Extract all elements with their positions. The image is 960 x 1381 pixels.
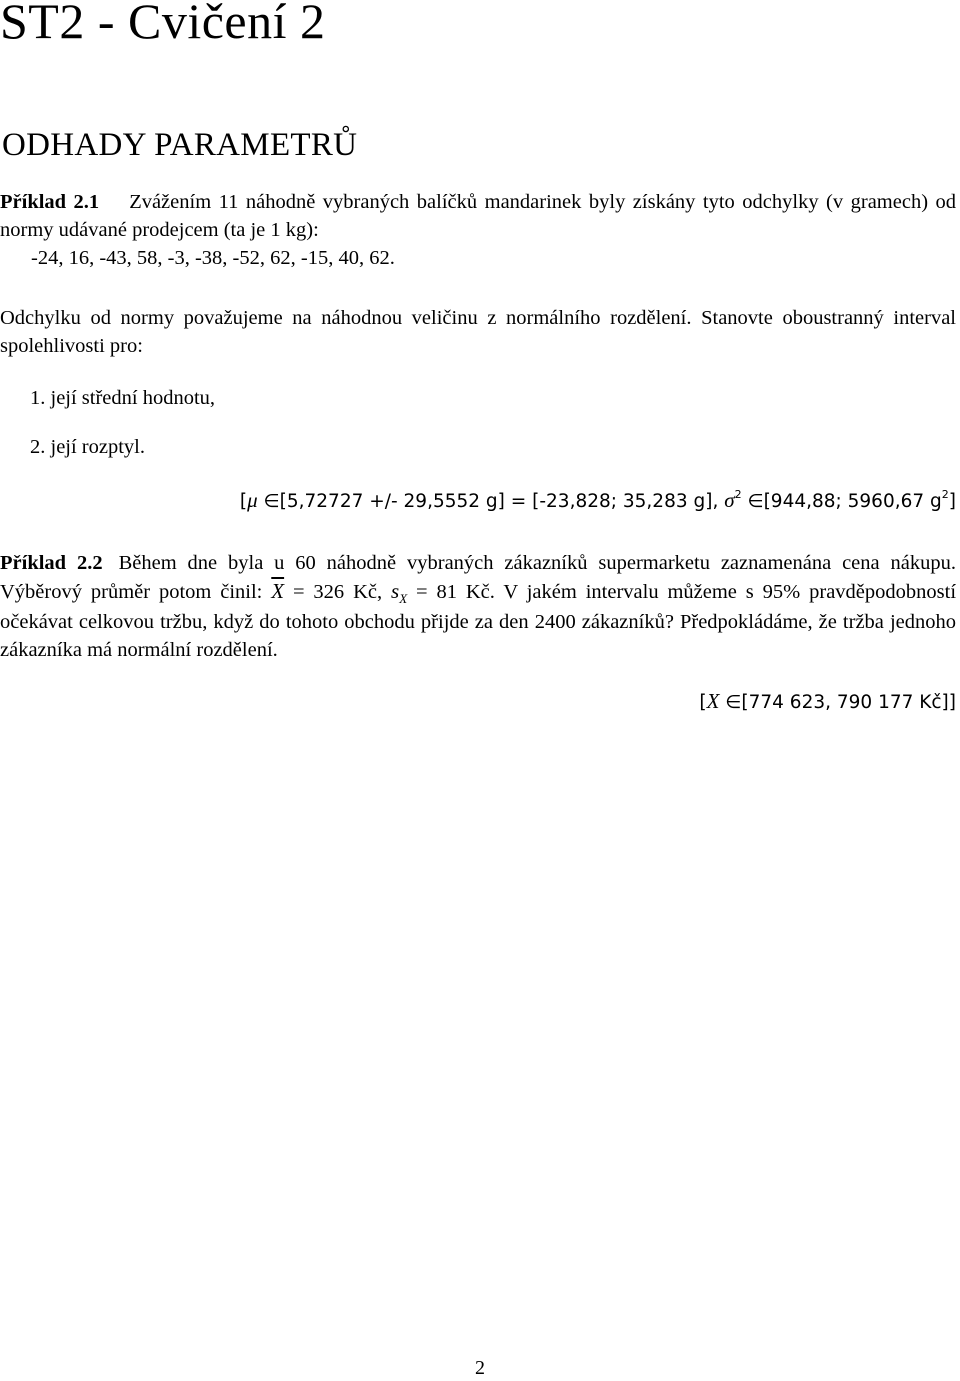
example-2-2-answer: [X ∈[774 623, 790 177 Kč]] bbox=[699, 689, 956, 713]
example-2-1-task: Odchylku od normy považujeme na náhodnou veličinu z normálního rozdělení. Stanovte oboustranný interval spolehlivosti pro: bbox=[0, 307, 956, 357]
example-2-2-label: Příklad 2.2 bbox=[0, 552, 103, 574]
mu-symbol: μ bbox=[247, 488, 258, 512]
example-2-1-answer: [μ ∈[5,72727 +/- 29,5552 g] = [-23,828; 35,283 g], $\sigma^2$ ∈[944,88; 5960,67 $g^2$] bbox=[239, 488, 956, 512]
list-item: 1. její střední hodnotu, bbox=[30, 387, 216, 409]
s-symbol: s bbox=[391, 579, 400, 603]
example-2-2-statement: Příklad 2.2 Během dne byla u 60 náhodně vybraných zákazníků supermarketu zaznamenána cena nákupu. Výběrový průměr potom činil: $\overline{X} = 326$ Kč, $s_X = 81$ Kč. V jakém intervalu můžeme s 95% pravděpodobností očekávat celkovou tržbu, když do tohoto obchodu přijde za den 2400 zákazníků? Předpokládáme, že tržba jednoho zákazníka má normální rozdělení. bbox=[0, 552, 957, 661]
example-2-1-text: Zvážením 11 náhodně vybraných balíčků mandarinek byly získány tyto odchylky (v gramech) od normy udávané prodejcem (ta je 1 kg): bbox=[0, 191, 956, 241]
x-bar-symbol: $\overline{X}$ bbox=[271, 579, 285, 603]
example-2-1-label: Příklad 2.1 bbox=[0, 191, 100, 213]
example-2-1-statement bbox=[0, 188, 956, 244]
example-2-1-data: -24, 16, -43, 58, -3, -38, -52, 62, -15, 40, 62. bbox=[31, 247, 395, 269]
section-heading: ODHADY PARAMETRŮ bbox=[2, 127, 358, 163]
page-number: 2 bbox=[475, 1357, 485, 1379]
page-title: ST2 - Cvičení 2 bbox=[0, 0, 326, 49]
sigma-symbol: σ bbox=[724, 488, 735, 512]
x-symbol: X bbox=[706, 689, 720, 713]
list-item: 2. její rozptyl. bbox=[30, 436, 146, 458]
